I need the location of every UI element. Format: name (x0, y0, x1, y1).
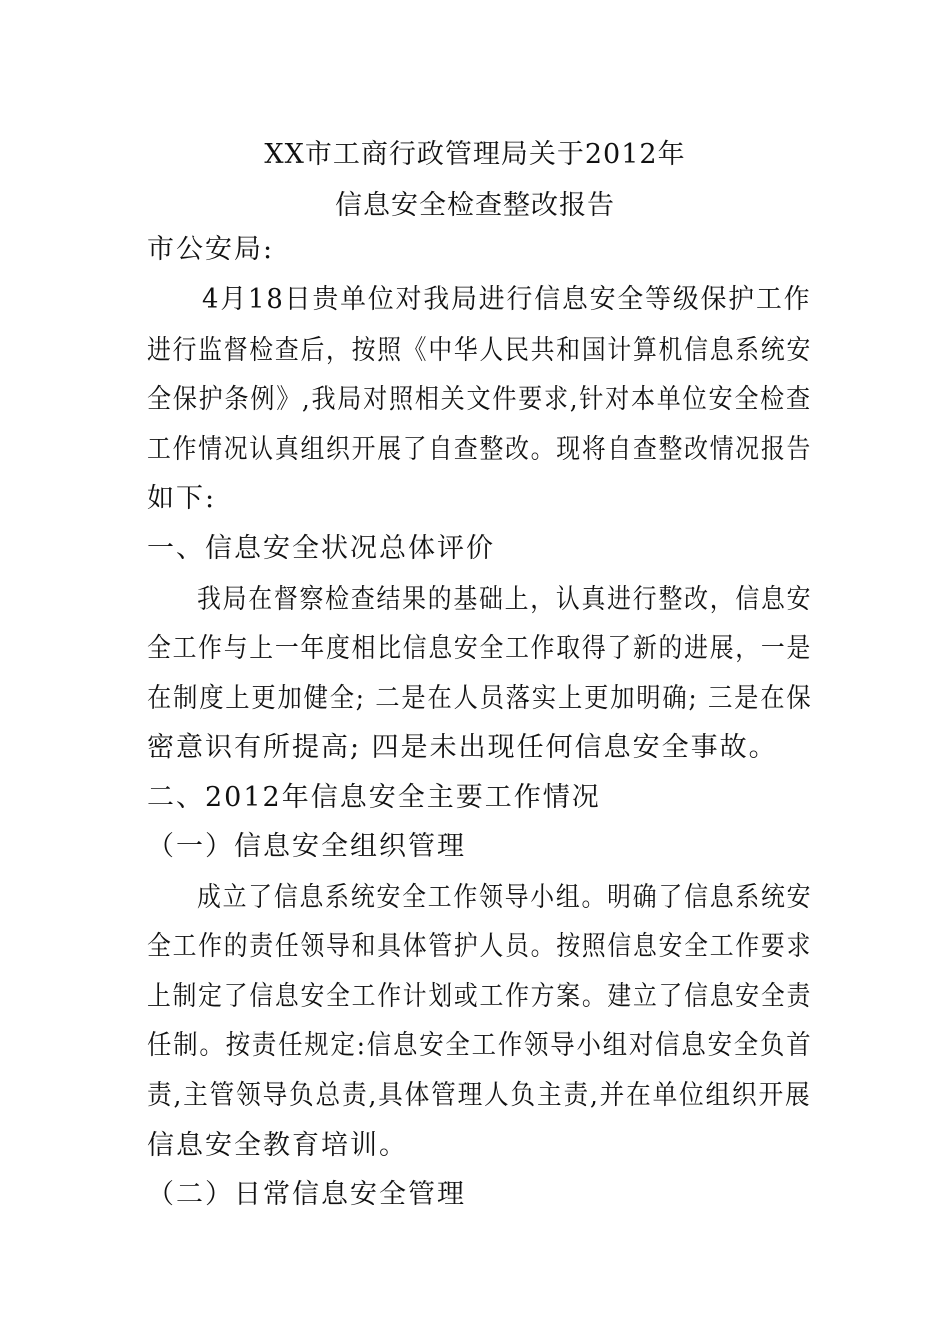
subsection-1-line-3: 上制定了信息安全工作计划或工作方案。建立了信息安全责 (147, 981, 813, 1012)
section-1-line-3: 在制度上更加健全; 二是在人员落实上更加明确; 三是在保 (147, 683, 813, 714)
subsection-1-line-6: 信息安全教育培训。 (147, 1130, 408, 1161)
subsection-1-line-1: 成立了信息系统安全工作领导小组。明确了信息系统安 (197, 882, 813, 913)
intro-line-2: 进行监督检查后，按照《中华人民共和国计算机信息系统安 (147, 335, 813, 366)
intro-line-4: 工作情况认真组织开展了自查整改。现将自查整改情况报告 (147, 434, 813, 465)
document-title-line-2: 信息安全检查整改报告 (335, 190, 615, 221)
section-1-line-2: 全工作与上一年度相比信息安全工作取得了新的进展，一是 (147, 633, 813, 664)
subsection-2-heading: （二）日常信息安全管理 (147, 1179, 466, 1210)
subsection-1-heading: （一）信息安全组织管理 (147, 831, 466, 862)
subsection-1-line-2: 全工作的责任领导和具体管护人员。按照信息安全工作要求 (147, 931, 813, 962)
intro-line-3: 全保护条例》,我局对照相关文件要求,针对本单位安全检查 (147, 384, 812, 415)
section-1-line-4: 密意识有所提高; 四是未出现任何信息安全事故。 (147, 732, 778, 763)
section-1-line-1: 我局在督察检查结果的基础上，认真进行整改，信息安 (197, 584, 813, 615)
subsection-1-line-4: 任制。按责任规定:信息安全工作领导小组对信息安全负首 (147, 1030, 813, 1061)
salutation: 市公安局: (147, 234, 275, 265)
section-1-heading: 一、信息安全状况总体评价 (147, 533, 495, 564)
intro-line-1: 4月18日贵单位对我局进行信息安全等级保护工作 (202, 284, 812, 315)
intro-line-5: 如下: (147, 483, 217, 514)
subsection-1-line-5: 责,主管领导负总责,具体管理人负主责,并在单位组织开展 (147, 1080, 812, 1111)
section-2-heading: 二、2012年信息安全主要工作情况 (147, 782, 601, 813)
document-title-line-1: XX市工商行政管理局关于2012年 (264, 139, 686, 170)
